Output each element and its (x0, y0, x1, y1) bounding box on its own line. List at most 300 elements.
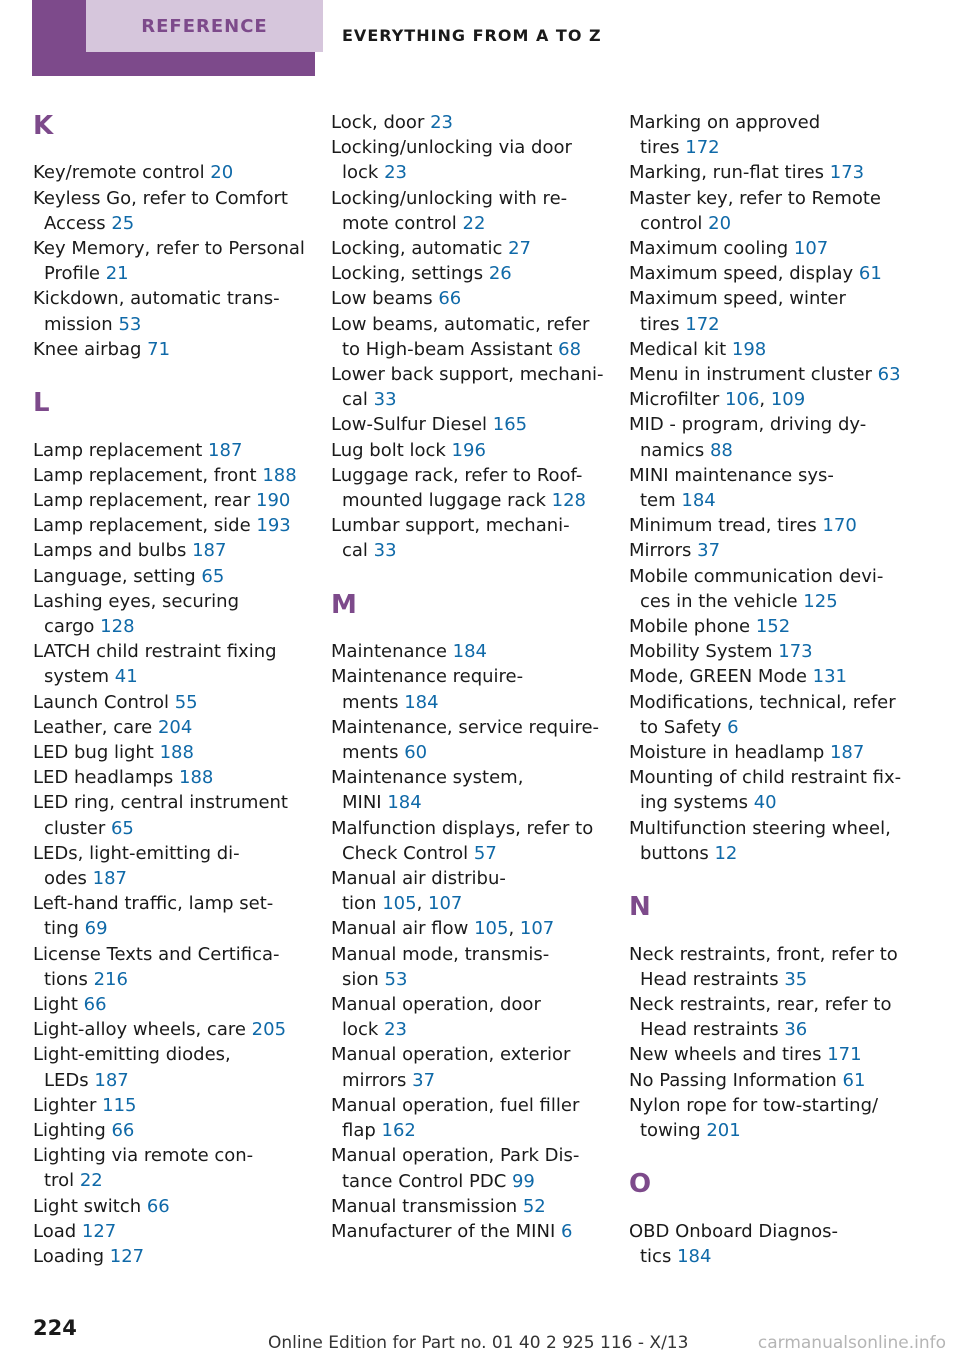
index-entry (331, 1093, 616, 1143)
entry-term-continued: mounted luggage rack (342, 490, 552, 512)
entry-term: Manual operation, exterior (331, 1044, 571, 1066)
index-entry (629, 513, 914, 538)
entry-term: LED headlamps (33, 767, 180, 789)
page-reference-link[interactable]: 53 (118, 313, 142, 335)
entry-term: Lamp replacement, front (33, 464, 263, 486)
section-tab-label: REFERENCE (141, 15, 268, 37)
entry-term: Manual air flow (331, 918, 475, 940)
entry-term-continued: Check Control (342, 842, 474, 864)
index-entry (331, 312, 616, 362)
page-reference-link[interactable]: 12 (714, 842, 738, 864)
index-entry (33, 841, 318, 891)
page-reference-link[interactable]: 57 (473, 842, 497, 864)
entry-term-continued: Profile (44, 263, 106, 285)
index-entry (331, 715, 616, 765)
entry-term-continued: towing (640, 1120, 707, 1142)
entry-term: LED ring, central instrument (33, 792, 288, 814)
page-header (0, 0, 960, 76)
entry-term: Locking/unlocking via door (331, 137, 572, 159)
entry-term: Load (33, 1220, 82, 1242)
page-reference-link[interactable]: 20 (210, 162, 234, 184)
entry-term: Manual operation, door (331, 994, 541, 1016)
page-reference-link[interactable]: 107 (519, 918, 555, 940)
entry-term-continued: cal (342, 389, 374, 411)
entry-term-continued: odes (44, 868, 93, 890)
index-column-3 (629, 110, 914, 1269)
entry-term: Menu in instrument cluster (629, 364, 878, 386)
index-entry (331, 412, 616, 437)
entry-term: Maintenance (331, 641, 453, 663)
page-reference-link[interactable]: 152 (755, 616, 791, 638)
entry-term-continued: Head restraints (640, 1019, 785, 1041)
entry-term-continued: namics (640, 439, 710, 461)
page-reference-link[interactable]: 66 (146, 1195, 170, 1217)
page-reference-link[interactable]: 52 (522, 1195, 546, 1217)
index-entry (33, 1118, 318, 1143)
entry-term-continued: tem (640, 490, 682, 512)
entry-term-continued: lock (342, 162, 385, 184)
index-entry (331, 513, 616, 563)
page-reference-link[interactable]: 69 (84, 918, 108, 940)
entry-term-continued: ments (342, 742, 405, 764)
reference-separator: , (416, 893, 429, 915)
entry-term: LATCH child restraint fixing (33, 641, 277, 663)
page-reference-link[interactable]: 6 (727, 716, 739, 738)
index-letter-heading: K (33, 111, 54, 141)
index-entry (629, 412, 914, 462)
entry-term: Light-emitting diodes, (33, 1044, 231, 1066)
footer-edition: Online Edition for Part no. 01 40 2 925 116 - X/13 (268, 1333, 689, 1353)
page-reference-link[interactable]: 184 (681, 490, 716, 512)
index-entry (331, 1194, 616, 1219)
page-reference-link[interactable]: 190 (256, 490, 291, 511)
entry-term: Lamp replacement (33, 439, 209, 461)
index-entry (331, 942, 616, 992)
page-reference-link[interactable]: 22 (462, 212, 486, 234)
page-reference-link[interactable]: 27 (508, 238, 531, 260)
entry-term-continued: sion (342, 968, 385, 990)
entry-term-continued: system (44, 666, 115, 688)
entry-term: Leather, care (33, 716, 158, 738)
entry-term: Language, setting (33, 565, 202, 587)
page-reference-link[interactable]: 26 (488, 263, 512, 285)
entry-term-continued: flap (342, 1120, 382, 1142)
page-reference-link[interactable]: 66 (111, 1120, 135, 1142)
index-entry (33, 992, 318, 1017)
entry-term: Maximum speed, display (629, 263, 859, 285)
page-reference-link[interactable]: 173 (829, 162, 865, 184)
entry-term: MINI maintenance sys- (629, 464, 834, 486)
index-entry (33, 715, 318, 740)
entry-term: Manual operation, Park Dis- (331, 1145, 580, 1167)
entry-term: Minimum tread, tires (629, 515, 823, 537)
entry-term-continued: cal (342, 540, 374, 562)
page-reference-link[interactable]: 65 (201, 565, 225, 587)
index-entry (629, 564, 914, 614)
entry-term: Manual transmission (331, 1195, 523, 1217)
entry-term: Neck restraints, rear, refer to (629, 994, 892, 1016)
index-entry (629, 387, 914, 412)
entry-term: Key/remote control (33, 162, 211, 184)
entry-term-continued: control (640, 212, 709, 234)
entry-term-continued: LEDs (44, 1069, 95, 1091)
entry-term: Marking, run-flat tires (629, 162, 830, 184)
index-column-1 (33, 110, 318, 1269)
entry-term: No Passing Information (629, 1069, 843, 1091)
entry-term: Launch Control (33, 691, 175, 713)
page-reference-link[interactable]: 66 (83, 994, 107, 1016)
entry-term: Maximum speed, winter (629, 288, 846, 310)
index-entry (331, 1219, 616, 1244)
entry-term: Low-Sulfur Diesel (331, 414, 493, 436)
section-title: EVERYTHING FROM A TO Z (342, 26, 602, 45)
index-entry (331, 1143, 616, 1193)
entry-term-continued: to Safety (640, 716, 728, 738)
page-reference-link[interactable]: 25 (111, 212, 135, 234)
entry-term: Light switch (33, 1195, 147, 1217)
entry-term: Lamp replacement, side (33, 515, 257, 537)
index-entry (33, 438, 318, 463)
section-gap (629, 866, 914, 891)
page-reference-link[interactable]: 115 (102, 1094, 137, 1116)
index-entry (629, 765, 914, 815)
entry-term-continued: buttons (640, 842, 715, 864)
index-entry (331, 438, 616, 463)
index-entry (33, 538, 318, 563)
index-entry (629, 337, 914, 362)
index-entry (33, 160, 318, 185)
page-reference-link[interactable]: 36 (784, 1019, 808, 1041)
entry-term: Marking on approved (629, 112, 821, 133)
index-entry (629, 463, 914, 513)
entry-term-continued: mission (44, 313, 119, 335)
index-entry (331, 135, 616, 185)
entry-term-continued: mote control (342, 212, 463, 234)
page-reference-link[interactable]: 21 (105, 263, 129, 285)
entry-term-continued: lock (342, 1019, 385, 1041)
page-reference-link[interactable]: 35 (784, 968, 808, 990)
page-reference-link[interactable]: 204 (157, 716, 193, 738)
entry-term: Mounting of child restraint fix- (629, 767, 902, 789)
index-entry (629, 362, 914, 387)
entry-term: MID - program, driving dy- (629, 414, 867, 436)
index-entry (629, 110, 914, 160)
page-reference-link[interactable]: 23 (384, 162, 407, 184)
index-entry (331, 866, 616, 916)
entry-term: Kickdown, automatic trans- (33, 288, 280, 310)
page-reference-link[interactable]: 107 (793, 238, 829, 260)
page-reference-link[interactable]: 105 (382, 893, 417, 915)
page-reference-link[interactable]: 20 (708, 212, 732, 234)
entry-term: Malfunction displays, refer to (331, 817, 594, 839)
entry-term-continued: tics (640, 1246, 678, 1268)
page-reference-link[interactable]: 172 (685, 313, 720, 335)
index-entry (629, 992, 914, 1042)
entry-term-continued: tion (342, 893, 383, 915)
entry-term: OBD Onboard Diagnos- (629, 1220, 838, 1242)
page-reference-link[interactable]: 127 (109, 1246, 145, 1268)
index-entry (33, 765, 318, 790)
index-entry (629, 1093, 914, 1143)
entry-term: Master key, refer to Remote (629, 187, 881, 209)
page-reference-link[interactable]: 198 (731, 338, 767, 360)
entry-term: Light-alloy wheels, care (33, 1019, 252, 1041)
index-entry (33, 1143, 318, 1193)
page-reference-link[interactable]: 173 (778, 641, 813, 663)
page-reference-link[interactable]: 201 (706, 1120, 741, 1142)
index-entry (629, 186, 914, 236)
entry-term: Mobility System (629, 641, 779, 663)
page-reference-link[interactable]: 63 (877, 364, 901, 386)
entry-term: Maintenance system, (331, 767, 524, 789)
page-reference-link[interactable]: 171 (827, 1044, 862, 1066)
index-entry (33, 740, 318, 765)
entry-term: LEDs, light-emitting di- (33, 842, 240, 864)
index-entry (33, 513, 318, 538)
index-letter-heading: L (33, 388, 50, 419)
entry-term: Left-hand traffic, lamp set- (33, 893, 274, 915)
watermark: carmanualsonline.info (757, 1333, 946, 1353)
page-reference-link[interactable]: 187 (94, 1069, 129, 1091)
page-reference-link[interactable]: 184 (387, 792, 422, 814)
entry-term: Mobile communication devi- (629, 565, 884, 587)
entry-term-continued: Head restraints (640, 968, 785, 990)
entry-term-continued: mirrors (342, 1069, 413, 1091)
index-entry (33, 1194, 318, 1219)
page-reference-link[interactable]: 68 (558, 338, 582, 360)
page-reference-link[interactable]: 184 (404, 691, 439, 713)
index-entry (331, 186, 616, 236)
entry-term: Lighting via remote con- (33, 1145, 254, 1167)
index-entry (629, 261, 914, 286)
page-reference-link[interactable]: 66 (438, 288, 462, 310)
entry-term: New wheels and tires (629, 1044, 828, 1066)
index-entry (33, 690, 318, 715)
index-entry (629, 1219, 914, 1269)
index-entry (629, 740, 914, 765)
page-reference-link[interactable]: 187 (208, 439, 243, 461)
entry-term: Lug bolt lock (331, 439, 452, 461)
page-reference-link[interactable]: 187 (192, 540, 227, 562)
entry-term: Lumbar support, mechani- (331, 515, 570, 537)
page-reference-link[interactable]: 193 (256, 515, 291, 537)
page-reference-link[interactable]: 23 (384, 1019, 407, 1041)
entry-term: Manual operation, fuel filler (331, 1094, 580, 1116)
entry-term-continued: to High-beam Assistant (342, 338, 559, 360)
page-reference-link[interactable]: 187 (829, 742, 865, 764)
entry-term-continued: cargo (44, 616, 101, 638)
index-entry (331, 816, 616, 866)
index-entry (629, 538, 914, 563)
entry-term: Lamps and bulbs (33, 540, 193, 562)
page-reference-link[interactable]: 109 (770, 389, 806, 411)
page-reference-link[interactable]: 196 (451, 439, 486, 461)
entry-term: Lock, door (331, 112, 431, 133)
index-entry (331, 992, 616, 1042)
page-reference-link[interactable]: 188 (179, 767, 214, 789)
page-reference-link[interactable]: 165 (492, 414, 528, 436)
entry-term-continued: MINI (342, 792, 388, 814)
index-entry (629, 286, 914, 336)
entry-term: Lower back support, mechani- (331, 364, 604, 386)
index-entry (629, 690, 914, 740)
entry-term-continued: ting (44, 918, 85, 940)
page-reference-link[interactable]: 162 (381, 1120, 416, 1142)
page-reference-link[interactable]: 53 (384, 968, 408, 990)
index-entry (331, 664, 616, 714)
page-reference-link[interactable]: 216 (93, 968, 128, 990)
page-reference-link[interactable]: 184 (677, 1246, 712, 1268)
index-entry (629, 614, 914, 639)
entry-term-continued: tires (640, 137, 686, 159)
entry-term: Luggage rack, refer to Roof- (331, 464, 583, 486)
entry-term: LED bug light (33, 742, 160, 764)
index-entry (33, 589, 318, 639)
index-entry (629, 942, 914, 992)
entry-term: Key Memory, refer to Personal (33, 238, 305, 259)
page-reference-link[interactable]: 37 (412, 1069, 436, 1091)
page-reference-link[interactable]: 33 (373, 389, 397, 411)
entry-term: Maximum cooling (629, 238, 794, 260)
entry-term: Light (33, 994, 84, 1016)
page-reference-link[interactable]: 131 (812, 666, 847, 688)
index-entry (331, 639, 616, 664)
page-reference-link[interactable]: 55 (174, 691, 198, 713)
entry-term-continued: trol (44, 1170, 80, 1192)
entry-term: Medical kit (629, 338, 732, 360)
index-entry (629, 639, 914, 664)
page-reference-link[interactable]: 106 (725, 389, 760, 411)
index-letter-heading: O (629, 1169, 652, 1200)
section-tab (32, 0, 315, 76)
index-entry (33, 286, 318, 336)
entry-term: Manual mode, transmis- (331, 943, 550, 965)
page-reference-link[interactable]: 40 (753, 792, 777, 814)
page-reference-link[interactable]: 205 (251, 1019, 287, 1041)
index-entry (33, 1017, 318, 1042)
entry-term: Knee airbag (33, 338, 148, 360)
index-entry (33, 488, 318, 513)
page-reference-link[interactable]: 128 (100, 616, 135, 638)
page-reference-link[interactable]: 33 (373, 540, 397, 562)
index-entry (629, 1068, 914, 1093)
entry-term: Keyless Go, refer to Comfort (33, 187, 288, 209)
page-reference-link[interactable]: 105 (474, 918, 509, 940)
page-reference-link[interactable]: 61 (858, 263, 882, 285)
entry-term: Low beams (331, 288, 439, 310)
page-reference-link[interactable]: 187 (92, 868, 127, 890)
entry-term: Lashing eyes, securing (33, 590, 240, 612)
index-entry (331, 236, 616, 261)
index-entry (33, 337, 318, 362)
page-reference-link[interactable]: 170 (822, 515, 857, 537)
entry-term: Moisture in headlamp (629, 742, 830, 764)
section-gap (629, 1143, 914, 1168)
index-entry (33, 564, 318, 589)
index-column-2 (331, 110, 616, 1244)
entry-term-continued: tires (640, 313, 686, 335)
index-entry (33, 1219, 318, 1244)
index-entry (33, 891, 318, 941)
section-gap (331, 564, 616, 589)
index-letter-heading: M (331, 589, 357, 620)
index-entry (33, 1093, 318, 1118)
page-reference-link[interactable]: 127 (81, 1220, 117, 1242)
entry-term-continued: ces in the vehicle (640, 590, 804, 612)
entry-term: Mode, GREEN Mode (629, 666, 813, 688)
page-reference-link[interactable]: 65 (110, 817, 134, 839)
page-reference-link[interactable]: 60 (404, 742, 428, 764)
entry-term: Multifunction steering wheel, (629, 817, 891, 839)
index-entry (629, 664, 914, 689)
page-reference-link[interactable]: 99 (511, 1170, 535, 1192)
page-reference-link[interactable]: 128 (551, 490, 586, 512)
index-entry (33, 1244, 318, 1269)
index-entry (331, 110, 616, 135)
index-entry (331, 286, 616, 311)
page-reference-link[interactable]: 172 (685, 137, 720, 159)
entry-term: Low beams, automatic, refer (331, 313, 590, 335)
entry-term-continued: ing systems (640, 792, 754, 814)
index-entry (629, 236, 914, 261)
page-reference-link[interactable]: 188 (159, 742, 194, 764)
index-entry (33, 639, 318, 689)
index-entry (331, 1042, 616, 1092)
page-reference-link[interactable]: 6 (560, 1220, 573, 1242)
page-reference-link[interactable]: 23 (430, 112, 453, 133)
index-entry (331, 463, 616, 513)
index-entry (629, 1042, 914, 1067)
index-entry (629, 816, 914, 866)
page-reference-link[interactable]: 71 (147, 338, 171, 360)
page-reference-link[interactable]: 125 (803, 590, 838, 612)
page-reference-link[interactable]: 37 (697, 540, 721, 562)
index-letter-heading: N (629, 892, 651, 923)
page-reference-link[interactable]: 61 (842, 1069, 866, 1091)
entry-term: Loading (33, 1246, 110, 1268)
entry-term: Lighting (33, 1120, 112, 1142)
entry-term-continued: Access (44, 212, 112, 234)
index-entry (331, 916, 616, 941)
entry-term-continued: tance Control PDC (342, 1170, 512, 1192)
page-reference-link[interactable]: 188 (262, 464, 297, 486)
index-entry (33, 942, 318, 992)
entry-term: Manufacturer of the MINI (331, 1220, 561, 1242)
index-entry (33, 463, 318, 488)
entry-term: Locking, settings (331, 263, 489, 285)
entry-term: Lighter (33, 1094, 103, 1116)
index-entry (33, 186, 318, 236)
page-number: 224 (33, 1316, 77, 1340)
entry-term: Locking/unlocking with re- (331, 187, 568, 209)
index-entry (331, 362, 616, 412)
section-gap (33, 362, 318, 387)
index-entry (33, 236, 318, 286)
entry-term-continued: cluster (44, 817, 111, 839)
page-reference-link[interactable]: 88 (709, 439, 733, 461)
section-tab-inner (86, 0, 323, 52)
entry-term: License Texts and Certifica- (33, 943, 280, 965)
entry-term: Nylon rope for tow-starting/ (629, 1094, 879, 1116)
entry-term: Manual air distribu- (331, 868, 506, 890)
entry-term: Maintenance, service require- (331, 716, 600, 738)
page-reference-link[interactable]: 22 (79, 1170, 103, 1192)
index-entry (33, 1042, 318, 1092)
page-reference-link[interactable]: 184 (452, 641, 487, 663)
entry-term-continued: tions (44, 968, 94, 990)
page-reference-link[interactable]: 41 (114, 666, 138, 688)
page-reference-link[interactable]: 107 (428, 893, 463, 915)
